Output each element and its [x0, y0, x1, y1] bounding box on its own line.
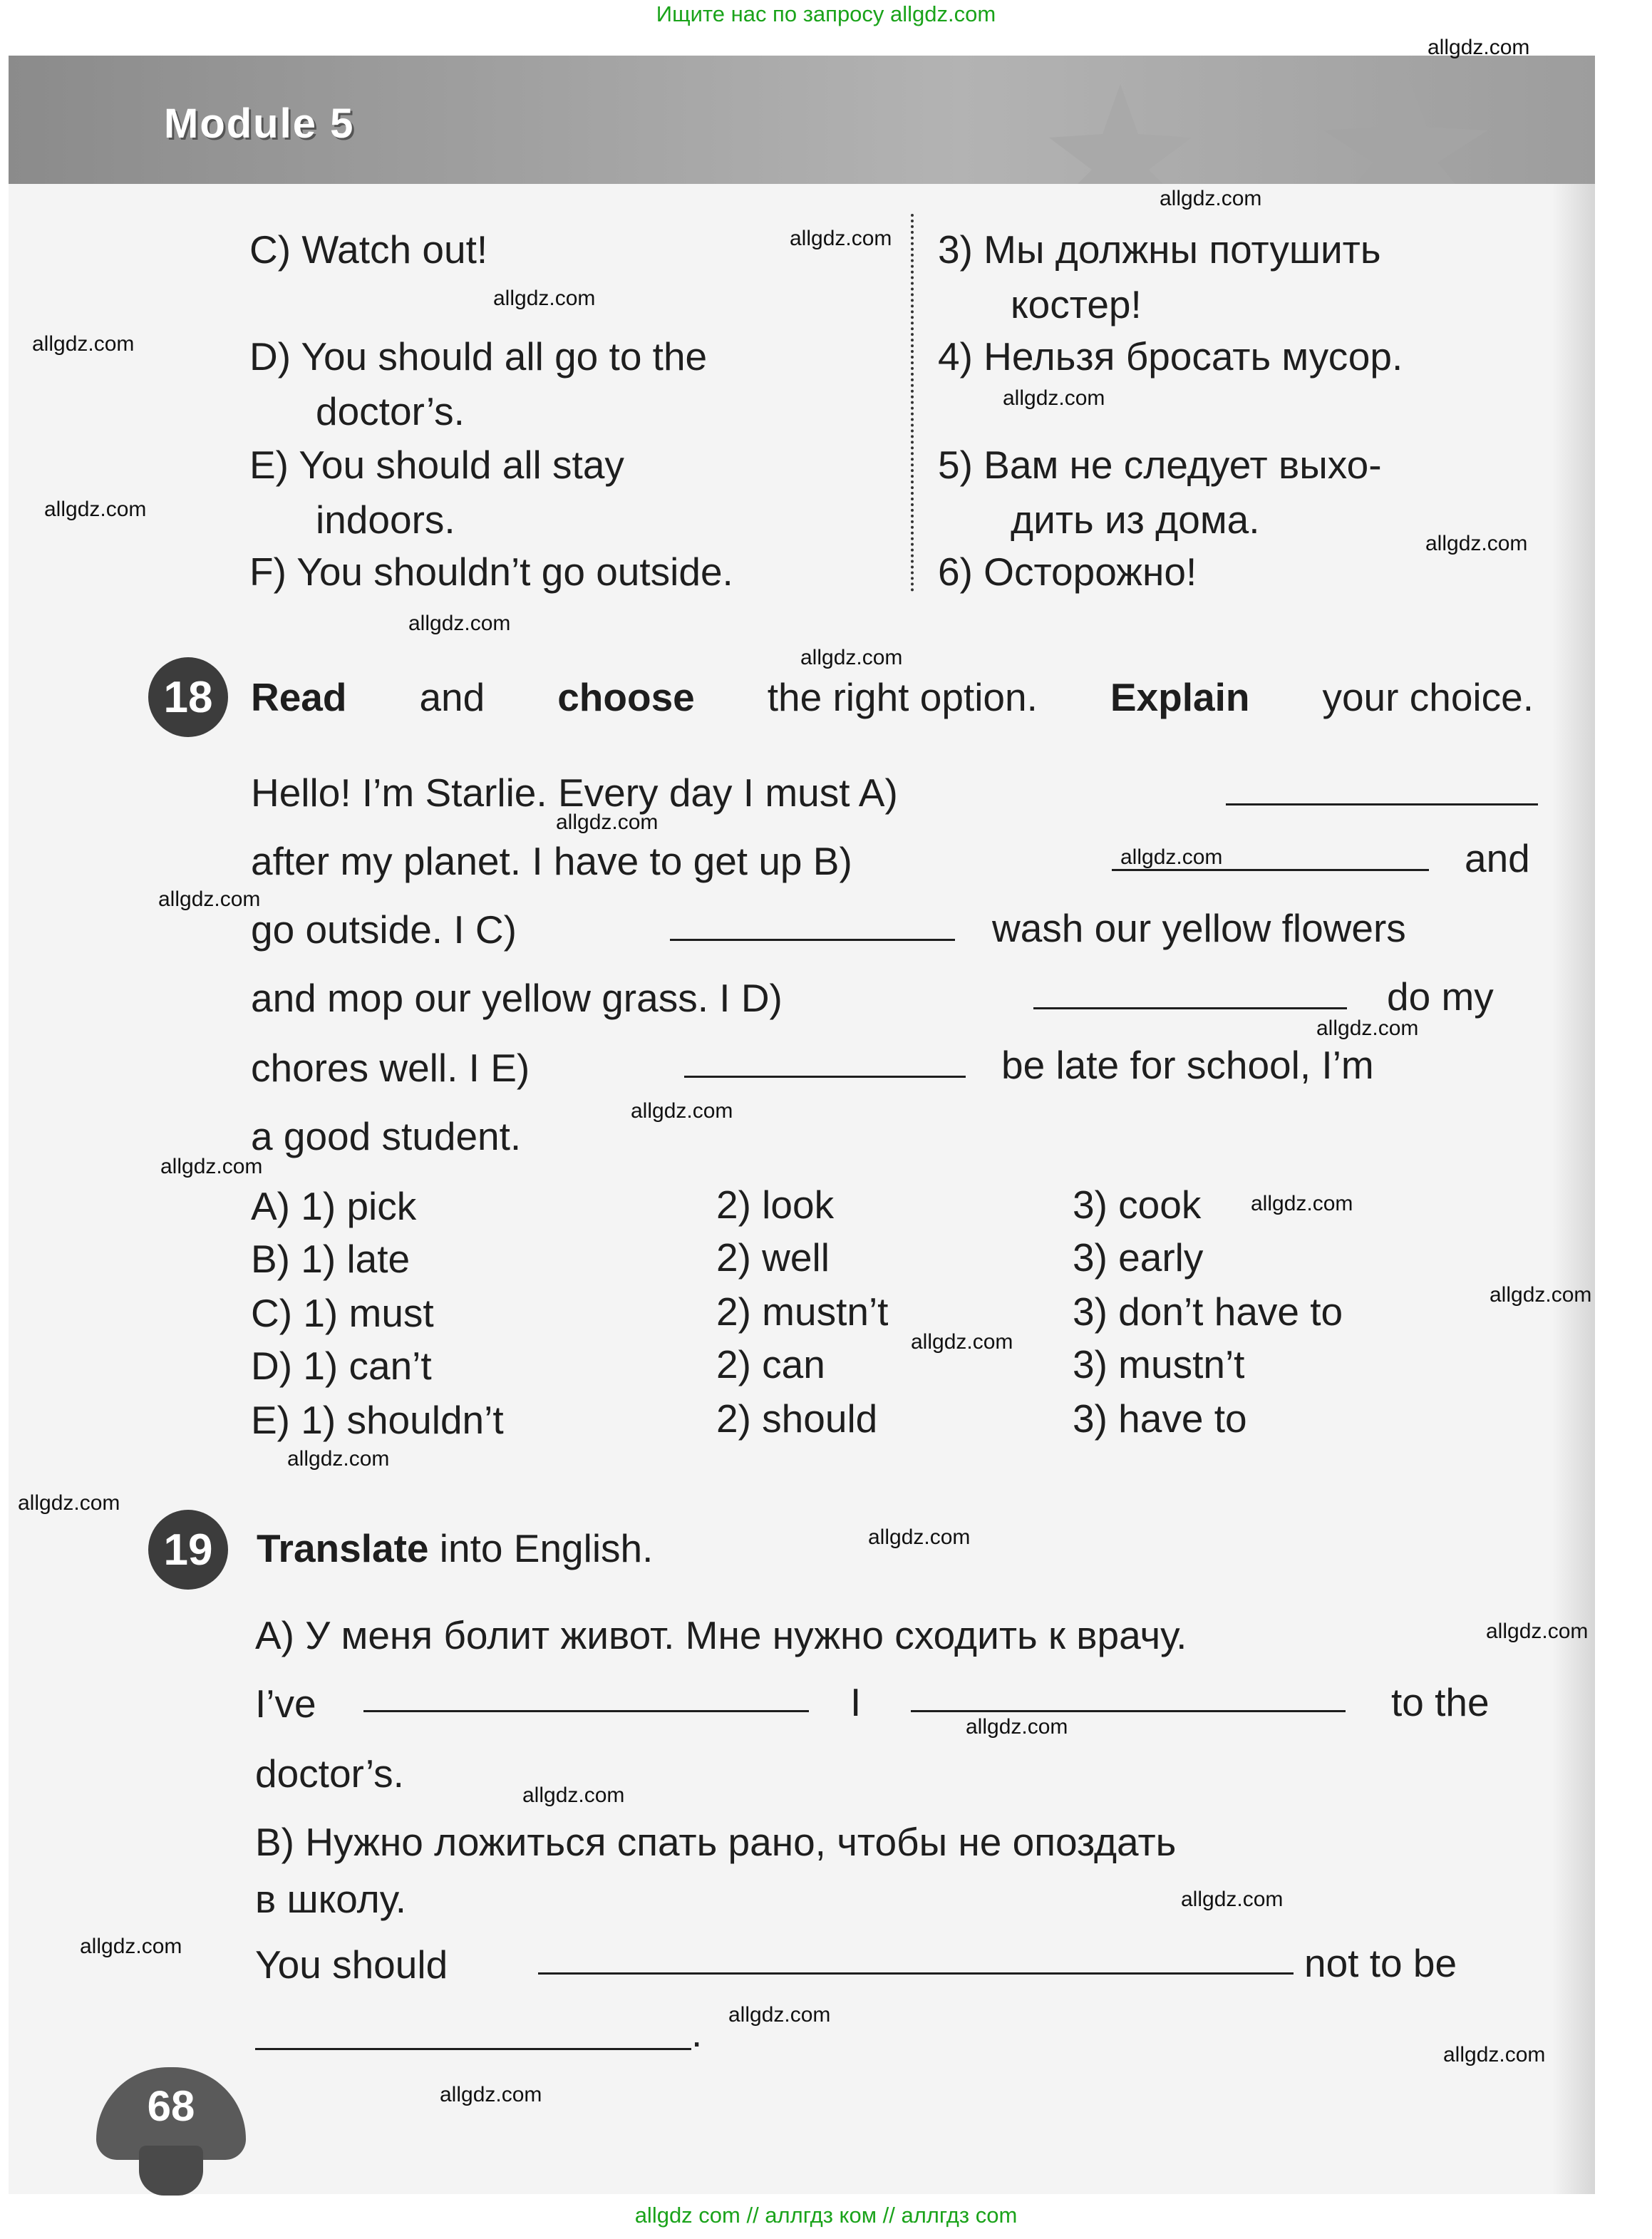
watermark: allgdz.com: [1003, 386, 1105, 410]
task-19-b-you-should: You should: [255, 1942, 448, 1987]
watermark: allgdz.com: [556, 810, 659, 834]
watermark: allgdz.com: [1490, 1283, 1592, 1307]
task-19-b-not-to-be: not to be: [1304, 1941, 1457, 1985]
task-19-b-blank-2[interactable]: [255, 2022, 691, 2050]
match-left-d-line1: D) You should all go to the: [249, 334, 708, 379]
option-b-3[interactable]: 3) early: [1073, 1235, 1204, 1280]
instruction-read: Read: [251, 675, 347, 719]
match-right-5-line1: 5) Вам не следует выхо-: [938, 443, 1382, 487]
page-edge-shade: [1552, 56, 1595, 2194]
mushroom-stem: [139, 2146, 203, 2196]
watermark: allgdz.com: [440, 2083, 542, 2106]
watermark: allgdz.com: [1120, 845, 1223, 869]
watermark: allgdz.com: [18, 1491, 120, 1515]
watermark: allgdz.com: [868, 1525, 971, 1549]
match-right-3-line2: костер!: [1011, 282, 1142, 326]
match-left-e-line1: E) You should all stay: [249, 443, 624, 487]
task-19-a-blank-1[interactable]: [363, 1684, 809, 1712]
blank-e[interactable]: [684, 1049, 966, 1078]
option-d-3[interactable]: 3) mustn’t: [1073, 1342, 1245, 1386]
watermark: allgdz.com: [1428, 36, 1530, 59]
match-left-e-line2: indoors.: [316, 498, 455, 542]
match-right-5-line2: дить из дома.: [1011, 498, 1260, 542]
instruction-and: and: [419, 675, 485, 719]
text-line-4-start: and mop our yellow grass. I D): [251, 976, 783, 1020]
option-c-3[interactable]: 3) don’t have to: [1073, 1290, 1343, 1334]
text-line-3-start: go outside. I C): [251, 907, 517, 952]
watermark: allgdz.com: [911, 1330, 1013, 1354]
watermark: allgdz.com: [1425, 532, 1528, 555]
text-line-6: a good student.: [251, 1114, 522, 1158]
top-banner-link[interactable]: Ищите нас по запросу allgdz.com: [656, 1, 996, 26]
option-row-d: D) 1) can’t: [251, 1344, 432, 1388]
task-19-b-blank-1[interactable]: [538, 1946, 1294, 1975]
watermark: allgdz.com: [728, 2003, 831, 2027]
option-row-a: A) 1) pick: [251, 1184, 417, 1228]
blank-d[interactable]: [1033, 981, 1347, 1009]
match-left-f: F) You shouldn’t go outside.: [249, 550, 733, 594]
text-line-4-end: do my: [1387, 974, 1494, 1019]
task-19-a-doctors: doctor’s.: [255, 1751, 404, 1796]
watermark: allgdz.com: [1181, 1888, 1284, 1911]
option-a-3[interactable]: 3) cook: [1073, 1183, 1202, 1227]
match-right-4: 4) Нельзя бросать мусор.: [938, 334, 1403, 379]
text-line-2-end: and: [1465, 836, 1530, 880]
watermark: allgdz.com: [800, 646, 903, 669]
watermark: allgdz.com: [522, 1784, 625, 1807]
task-19-instruction: [257, 1525, 653, 1571]
text-line-3-end: wash our yellow flowers: [992, 906, 1406, 950]
option-e-2[interactable]: 2) should: [716, 1396, 878, 1441]
task-19-a-to-the: to the: [1391, 1680, 1490, 1724]
match-left-c: C) Watch out!: [249, 227, 488, 272]
option-a-2[interactable]: 2) look: [716, 1183, 835, 1227]
text-line-5-start: chores well. I E): [251, 1046, 530, 1090]
option-row-e: E) 1) shouldn’t: [251, 1398, 504, 1442]
task-19-a-i: I: [850, 1680, 862, 1724]
watermark: allgdz.com: [158, 887, 261, 911]
blank-a[interactable]: [1226, 777, 1538, 805]
text-line-2: after my planet. I have to get up B): [251, 839, 852, 883]
option-c-2[interactable]: 2) mustn’t: [716, 1290, 889, 1334]
watermark: allgdz.com: [1486, 1620, 1589, 1643]
option-row-c: C) 1) must: [251, 1291, 434, 1335]
watermark: allgdz.com: [408, 612, 511, 635]
task-18-instruction: [251, 674, 1534, 720]
task-19-b-period: .: [691, 2011, 703, 2055]
watermark: allgdz.com: [631, 1099, 733, 1123]
watermark: allgdz.com: [1443, 2043, 1546, 2066]
watermark: allgdz.com: [160, 1155, 263, 1178]
instruction-your-choice: your choice.: [1322, 675, 1534, 719]
instruction-choose: choose: [557, 675, 695, 719]
text-line-5-end: be late for school, I’m: [1001, 1043, 1374, 1087]
module-title: Module 5: [164, 101, 355, 147]
task-19-badge: 19: [148, 1510, 228, 1590]
match-right-3-line1: 3) Мы должны потушить: [938, 227, 1381, 272]
watermark: allgdz.com: [44, 498, 147, 521]
task-19-b-russian-2: в школу.: [255, 1877, 407, 1921]
column-divider: [911, 214, 914, 592]
instruction-explain: Explain: [1110, 675, 1250, 719]
text-line-1: Hello! I’m Starlie. Every day I must A): [251, 771, 898, 815]
task-19-a-ive: I’ve: [255, 1682, 316, 1726]
watermark: allgdz.com: [1316, 1016, 1419, 1040]
watermark: allgdz.com: [1251, 1192, 1353, 1215]
watermark: allgdz.com: [966, 1715, 1068, 1739]
task-19-a-blank-2[interactable]: [911, 1684, 1346, 1712]
instruction-translate: Translate: [257, 1526, 429, 1570]
watermark: allgdz.com: [287, 1447, 390, 1471]
match-left-d-line2: doctor’s.: [316, 389, 465, 433]
footer-links[interactable]: allgdz com // аллгдз ком // аллгдз com: [634, 2203, 1018, 2228]
task-18-badge: 18: [148, 657, 228, 737]
task-19-b-russian-1: B) Нужно ложиться спать рано, чтобы не опоздать: [255, 1820, 1177, 1864]
watermark: allgdz.com: [1160, 187, 1262, 210]
option-d-2[interactable]: 2) can: [716, 1342, 825, 1386]
option-e-3[interactable]: 3) have to: [1073, 1396, 1247, 1441]
instruction-right-option: the right option.: [767, 675, 1038, 719]
instruction-into-english: into English.: [439, 1526, 654, 1570]
match-right-6: 6) Осторожно!: [938, 550, 1197, 594]
watermark: allgdz.com: [493, 287, 596, 310]
watermark: allgdz.com: [80, 1935, 182, 1958]
page-number: 68: [147, 2082, 195, 2130]
blank-c[interactable]: [670, 912, 955, 941]
watermark: allgdz.com: [32, 332, 135, 356]
option-b-2[interactable]: 2) well: [716, 1235, 830, 1280]
option-row-b: B) 1) late: [251, 1237, 411, 1281]
task-19-a-russian: A) У меня болит живот. Мне нужно сходить к врачу.: [255, 1613, 1187, 1657]
watermark: allgdz.com: [790, 227, 892, 250]
